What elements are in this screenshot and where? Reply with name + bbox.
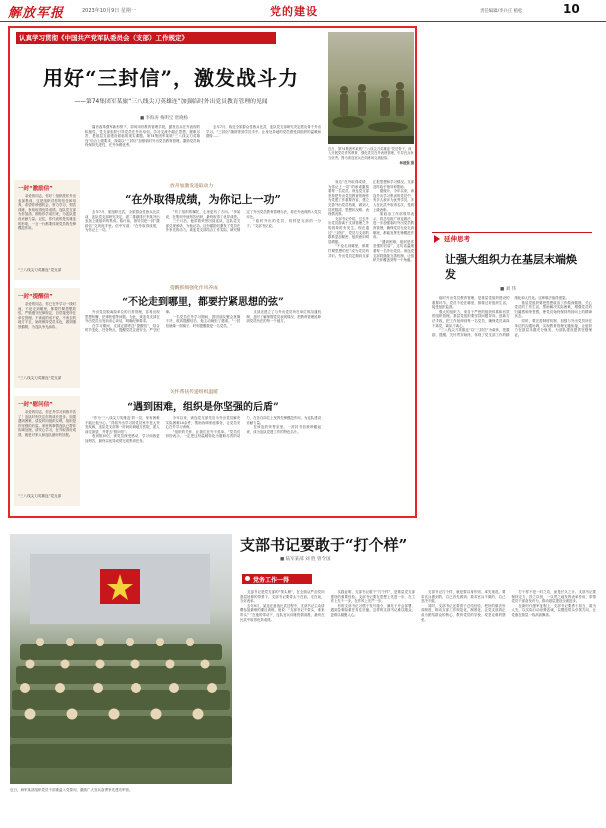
bottom-headline: 支部书记要敢于“打个样”: [240, 536, 408, 554]
caption-text: 近日，第74集团军某旅“三八线尖刀英雄连”党员骨干，深入开展党员作风教育，强化党员在外表现管理，引导官兵争当优秀。图为该连官兵在训练场交流经验。: [328, 147, 414, 160]
side-note-title: 一封“慰问信”: [18, 402, 53, 408]
side-note-body: 亲爱的同志，你好！组织派你外出参加集训，这是组织对你的信任和培养，希望你珍惜机会，努力学习，刻苦训练，争取取得优异成绩。连队党支部为你加油，期待你学成归来，为连队建设贡献力量。记住，你代表的是英雄连的形象，一言一行都要体现党员的先锋模范作用。: [18, 194, 76, 231]
bottom-tag-icon: [245, 576, 250, 581]
photo-caption: [328, 147, 414, 165]
section3-kicker: 关怀帮扶传递组织温暖: [170, 390, 218, 395]
soldiers-oath-image: [10, 534, 232, 784]
side-note-title: 一封“提醒信”: [18, 294, 53, 300]
bottom-tag-label: 党务工作一得: [253, 577, 290, 584]
newspaper-logo: 解放军报: [8, 6, 65, 21]
bottom-tag: [242, 574, 312, 584]
page-number: 10: [563, 2, 580, 16]
side-note-2: [14, 288, 80, 388]
intro-text: 篇首改革强军新形势下，如何用好教育管理手段，激发官兵在外表现的积极性，党支部组织引导党员在外出培训、学习交流中端正思想，履职尽责，是基层支部建设面临的现实课题。第74集团军某旅“三八线尖刀英雄连”结合上级要求，探索以“三封信”加强临时外出党员教育管理，激励党员始终保持先进性，在外争做优秀。 去年7月，临近全旅群众性练兵比武，连队党支部研究决定派出骨干外出学习。“三封信”随即寄到学员手中，让身处异地的党员感受到组织的温暖和期待……: [85, 125, 321, 148]
section3-title: “遇到困难，组织是你坚强的后盾”: [127, 402, 279, 413]
column-tag: [432, 232, 592, 244]
section1-kicker: 放舟加激发进取动力: [170, 184, 214, 189]
issue-date: 2023年10月9日 星期一: [82, 8, 136, 14]
bottom-text: 支部书记是党支部的“领头雁”，在全面从严治党向基层延伸的背景下，支部书记要带头干在前、走在前，当好表率。 去年9月，某连在备战比武过程中，支部书记主动请缨参加最难的课目训练。他说：“支部书记不带头，谁来带头？”在他的带动下，连队官兵训练热情高涨，最终在比武中取得优异成绩。 实践证明，支部书记敢于“打个样”，是基层党支部建设的重要经验。支部书记要在思想上先进一步，在工作上先干一步，在作风上先严一步。 有的支部书记习惯于发号施令，满足于开会部署，遇到急难险重任务往后缩。这样的支部书记难以服众，更难以凝聚人心。 支部书记打个样，就是要以身作则、率先垂范。要求官兵做到的，自己首先做到；要求官兵不做的，自己坚决不做。 同时，支部书记还要善于总结经验，把好的做法形成制度，推动支部工作规范化、制度化，让党支部真正成为团结群众的核心、教育党员的学校、攻坚克难的堡垒。 打个样不是一时之功，而是长久之计。支部书记要保持定力，持之以恒，一以贯之地发挥表率作用，带领党员干部奋发有为，推动基层建设全面进步。 在新时代强军征程上，支部书记要勇于担当，敢为人先，以实际行动诠释忠诚，以模范带头引领方向，让党旗在基层一线高高飘扬。: [240, 590, 596, 622]
bottom-photo-caption: 近日，海军某部组织党员干部重温入党誓词，激励广大官兵奋勇争先建功军营。: [10, 788, 133, 792]
feature-headline: 用好“三封信”，激发战斗力: [42, 66, 299, 90]
section-name: 党的建设: [270, 5, 318, 18]
column-text: 临时外出党员教育管理，是基层党组织建设的重要环节。党员不论在哪里，都要过好组织生活，接受组织监督。 强大的组织力，来自于严密的组织体系和有效的组织管理。基层党组织要坚持问题导向，创新方法手段，把工作延伸到每一名党员，确保党员离岗不离党、离队不离心。 “三八线尖刀英雄连”以“三封信”为载体，把激励、提醒、关怀贯穿始终，体现了党支部工作的精细化和人性化。这种做法值得借鉴。 基层党组织要把思想政治工作做深做细，关心党员的工作生活，帮助解决实际困难，增强党员的归属感和荣誉感，使党员始终保持昂扬向上的精神状态。 同时，要完善制度机制，加强与外出党员所在单位的沟通协调，实现教育管理无缝衔接，让组织力在基层末端充分焕发，为部队建设提供坚强保证。: [432, 296, 592, 337]
feature-subheadline: ——第74集团军某旅“三八线尖刀英雄连”加强临时外出党员教育管理的见闻: [74, 99, 268, 105]
side-note-title: 一封“激励信”: [18, 186, 53, 192]
side-note-sign: “三八线尖刀英雄连”党支部: [18, 268, 62, 272]
side-note-sign: “三八线尖刀英雄连”党支部: [18, 376, 62, 380]
section3-text: “作为‘三八线尖刀英雄连’的一员，家有困难不能让他分心。”得知外出学习的党员家中老人突发疾病，连队党支部第一时间协调地方医院，派人前往探望，并寄去“慰问信”。 收到慰问信，该党员深受感动，学习训练更加刻苦，最终以优异成绩完成集训任务。 今年以来，该连党支部先后为外出党员解决实际困难10余件，帮助协调家庭事务，让党员安心在外学习训练。 “组织的关怀，让我们在外不孤单。”党员们纷纷表示，一定把这份温暖转化为履职尽责的动力，在各自岗位上发挥先锋模范作用，为连队建设贡献力量。 在该连的荣誉室里，一封封书信被珍藏起来，成为连队党建工作的特色名片。: [85, 416, 321, 443]
bottom-photo: [10, 534, 232, 784]
masthead: [0, 0, 606, 22]
soldiers-training-image: [328, 32, 414, 144]
column-tag-label: 延伸思考: [444, 235, 470, 243]
side-note-body: 亲爱的同志，你已在外学习一段时间，不论走到哪里，都要拧紧思想的弦，严格遵守纪律规定，自觉接受所在单位管理。不该说的话不说，不该去的地方不去，始终保持党员本色，做到慎独慎微，为连队争光添彩。: [18, 302, 76, 329]
side-note-sign: “三八线尖刀英雄连”党支部: [18, 494, 62, 498]
side-note-1: [14, 180, 80, 280]
section2-title: “不论走到哪里，都要拧紧思想的弦”: [122, 297, 284, 308]
feature-continuation-text: 身边“在外取得成绩，为你记上一功”的承诺激励着每一名党员。该连党支部坚持把外出党员教育管理作为党建工作重要内容，建立完善外出党员档案，做到人员底数清、思想状况明、表现情况准。 支部书记介绍，过去外出党员游离于支部管理之外的现象时有发生。现在通过“三封信”，党员与支部的联系更加紧密，组织意识明显增强。 “不论走到哪里，都要拧紧思想的弦”成为党员的共识。外出党员定期向支部汇报思想和学习情况，支部及时给予指导和帮助。 据统计，今年以来，该连外出学习集训的党员中，有多人被评为优秀学员，多人在比武中取得名次，受到上级表彰。 旅政治工作部领导表示，将总结推广该连做法，进一步加强临时外出党员教育管理，确保党员无论走到哪里，都能发挥先锋模范作用。 “遇到困难，组织是你坚强的后盾”，这句话温暖着每一名外出党员。该连党支部将继续完善机制，让组织关怀覆盖到每一个角落。: [328, 180, 414, 263]
feature-photo: [328, 32, 414, 144]
column-author: ■ 刘 伟: [500, 287, 517, 292]
side-note-body: 亲爱的同志，你在外学习训练辛苦了！连队时刻关注你的成长进步。如果遇到困难，请及时向组织反映，组织是你坚强的后盾。家里的事情连队已帮你协调处理，请安心学习，在外取得好成绩，就是对家人和连队最好的回报。: [18, 410, 76, 437]
section1-text: 去年7月，旅组织比武，全旅群众性练兵比武前，连队党支部研究决定，派二排副排长李某外出参加上级组织的集训。临行前，指导员把一封“激励信”交到他手里。信中写道：“在外取得成绩，为你记上一功。” “有了组织的嘱托，心里更有了方向。”李某说，在集训中他刻苦钻研，最终取得了优异成绩。 三个月后，他带着荣誉回到连队，连队党支部兑现承诺，为他记功。这份激励信激发了党员在外争先的动力。该连党支部结合工作实际，研究制定了外出党员教育管理办法，将在外表现纳入党员评比。 “临时外出的党员，同样是支部的一分子。”支部书记说。: [85, 210, 321, 233]
section1-title: “在外取得成绩，为你记上一功”: [125, 193, 281, 206]
side-note-3: [14, 396, 80, 506]
column-title: 让强大组织力在基层末端焕发: [445, 253, 577, 281]
bottom-byline: ■ 陆军某部 刘 胜 曾令国: [280, 557, 331, 562]
photo-credit: 林建强 摄: [399, 160, 414, 165]
section2-text: 外出党员脱离原单位的日常管理，容易出现思想松懈、纪律松弛等问题。为此，该连党支部在外出党员出发前谈心谈话，明确纪律要求。 在学习期间，支部定期寄送“提醒信”，结合时节变化、任务特点，提醒党员注意安全、严守纪律。 一名党员在外学习期间，曾因朋友聚会犹豫不决，收到提醒信后，他主动婉拒了邀请。“一封信就像一面镜子，时刻提醒我是一名党员。” 支部还建立了与外出党员所在单位的沟通机制，及时了解掌握党员表现情况，把教育管理延伸到党员所在的每一个地方。: [85, 310, 321, 333]
editor-credit: 责任编辑/李兵庄 植松: [480, 9, 523, 14]
feature-byline: ■ 李海涛 梅明宝 唐晓杨: [140, 116, 188, 121]
arrow-icon: [434, 235, 440, 243]
feature-kicker: 认真学习贯彻《中国共产党军队委员会（支部）工作规定》: [16, 32, 276, 44]
section2-kicker: 提醒抓细强化作风养成: [170, 286, 218, 291]
